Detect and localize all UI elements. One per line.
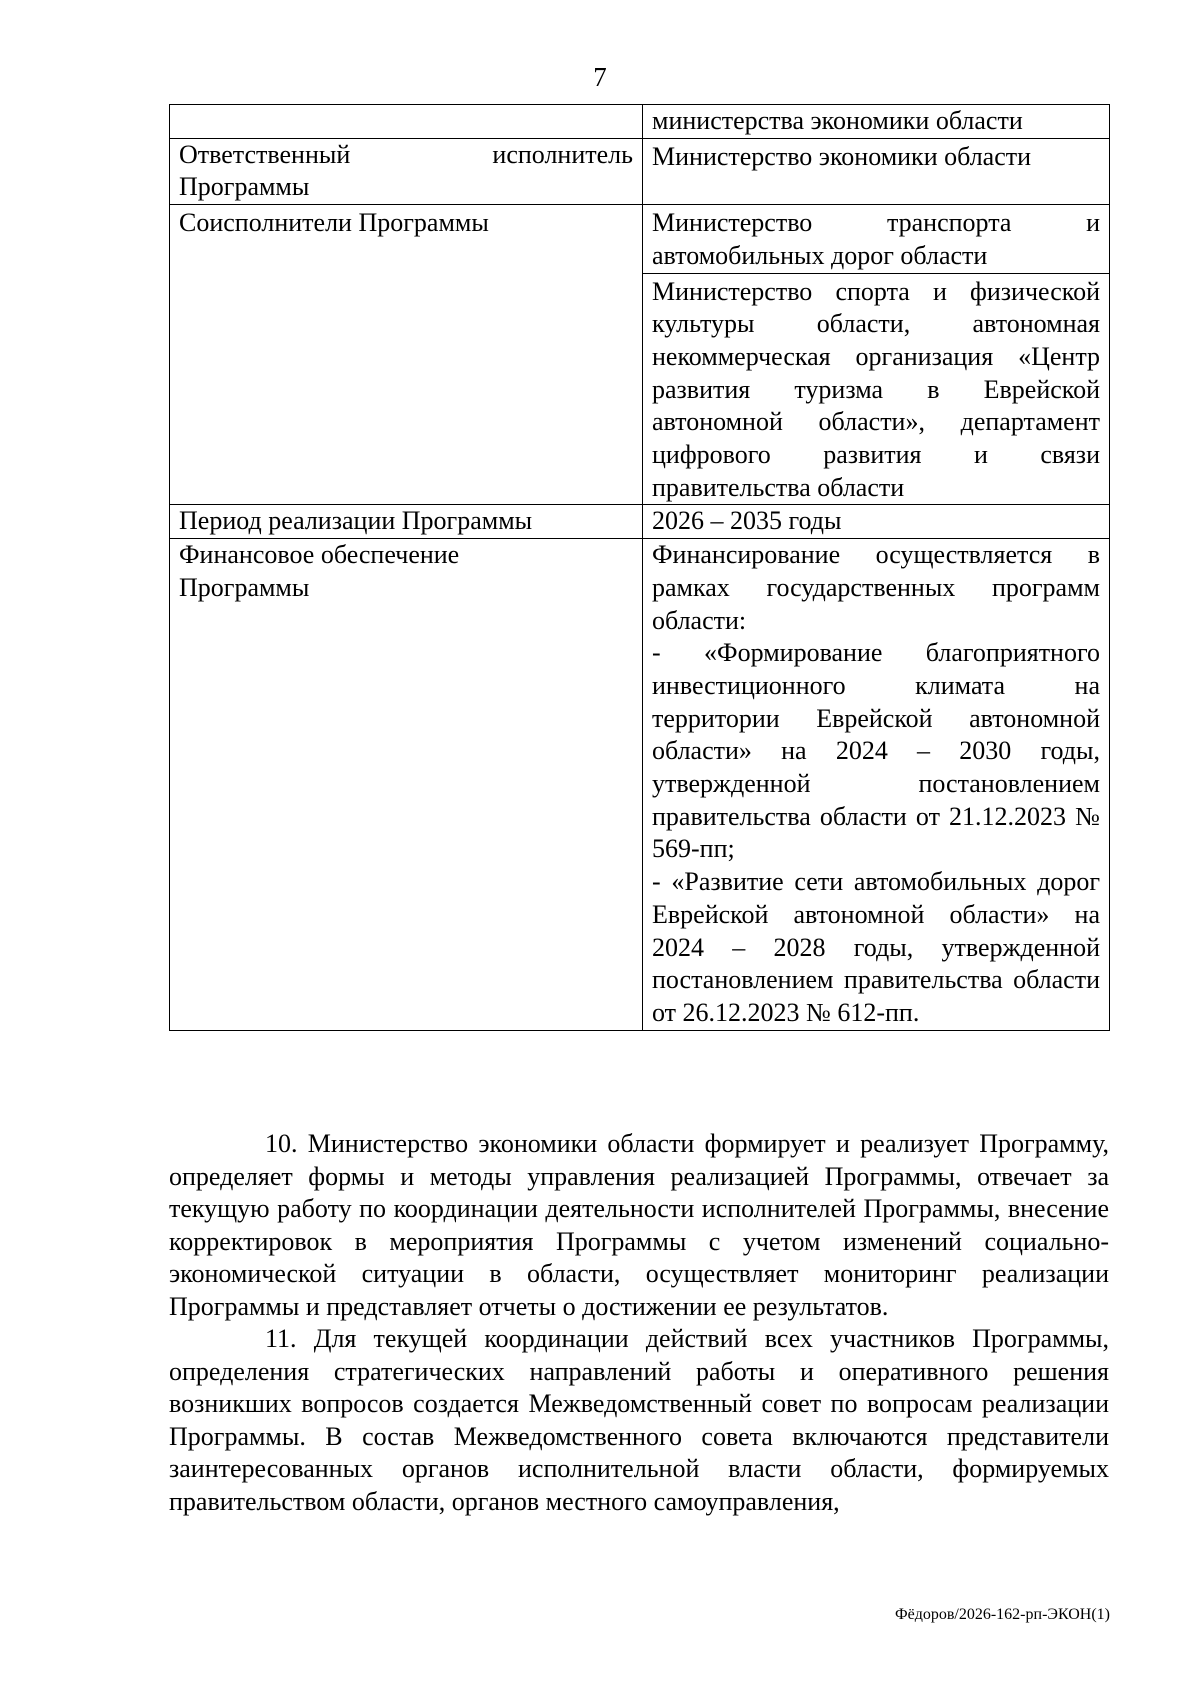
page-number: 7 [593, 62, 607, 92]
table-cell-period-value: 2026 – 2035 годы [643, 505, 1110, 539]
table-cell-coexecutor-others: Министерство спорта и физической культуры области, автономная некоммерческая организация «Центр развития туризма в Еврейской автономной области», департамент цифрового развития и связи правительства области [643, 273, 1110, 505]
table-cell-label-period: Период реализации Программы [170, 505, 643, 539]
document-footer-code: Фёдоров/2026-162-рп-ЭКОН(1) [894, 1606, 1110, 1623]
table-cell-label-financing: Финансовое обеспечение Программы [170, 539, 643, 1031]
table-cell-coexecutor-transport [643, 205, 1110, 273]
coexecutor-transport-line1: Министерство транспорта и [652, 208, 1100, 238]
table-cell-financing-value [643, 539, 1110, 1031]
program-passport-table [169, 104, 1110, 1031]
coexecutor-transport-line2: автомобильных дорог области [652, 240, 988, 270]
table-row [170, 205, 1110, 273]
table-cell-empty [170, 105, 643, 139]
table-cell-label-coexecutors: Соисполнители Программы [170, 205, 643, 505]
table-row [170, 539, 1110, 1031]
responsible-label-line2: Программы [179, 172, 310, 202]
table-row [170, 105, 1110, 139]
body-text [169, 1128, 1109, 1518]
financing-program-1: - «Формирование благоприятного инвестиционного климата на территории Еврейской автономной области» на 2024 – 2030 годы, утвержденной постановлением правительства области от 21.12.2023 № 569-пп; [652, 638, 1100, 864]
paragraph-11: 11. Для текущей координации действий всех участников Программы, определения стратегических направлений работы и оперативного решения возникших вопросов создается Межведомственный совет по вопросам реализации Программы. В состав Межведомственного совета включаются представители заинтересованных органов исполнительной власти области, формируемых правительством области, органов местного самоуправления, [169, 1324, 1109, 1516]
financing-intro: Финансирование осуществляется в рамках государственных программ области: [652, 540, 1100, 635]
financing-program-2: - «Развитие сети автомобильных дорог Еврейской автономной области» на 2024 – 2028 годы, утвержденной постановлением правительства области от 26.12.2023 № 612-пп. [652, 867, 1100, 1027]
table-cell-responsible-value: Министерство экономики области [643, 138, 1110, 204]
table-row [170, 505, 1110, 539]
responsible-label-line1: Ответственный исполнитель [179, 139, 633, 169]
paragraph-10: 10. Министерство экономики области формирует и реализует Программу, определяет формы и методы управления реализацией Программы, отвечает за текущую работу по координации деятельности исполнителей Программы, внесение корректировок в мероприятия Программы с учетом изменений социально-экономической ситуации в области, осуществляет мониторинг реализации Программы и представляет отчеты о достижении ее результатов. [169, 1129, 1109, 1321]
table-cell-continuation: министерства экономики области [643, 105, 1110, 139]
table-cell-label-responsible [170, 138, 643, 204]
table-row [170, 138, 1110, 204]
